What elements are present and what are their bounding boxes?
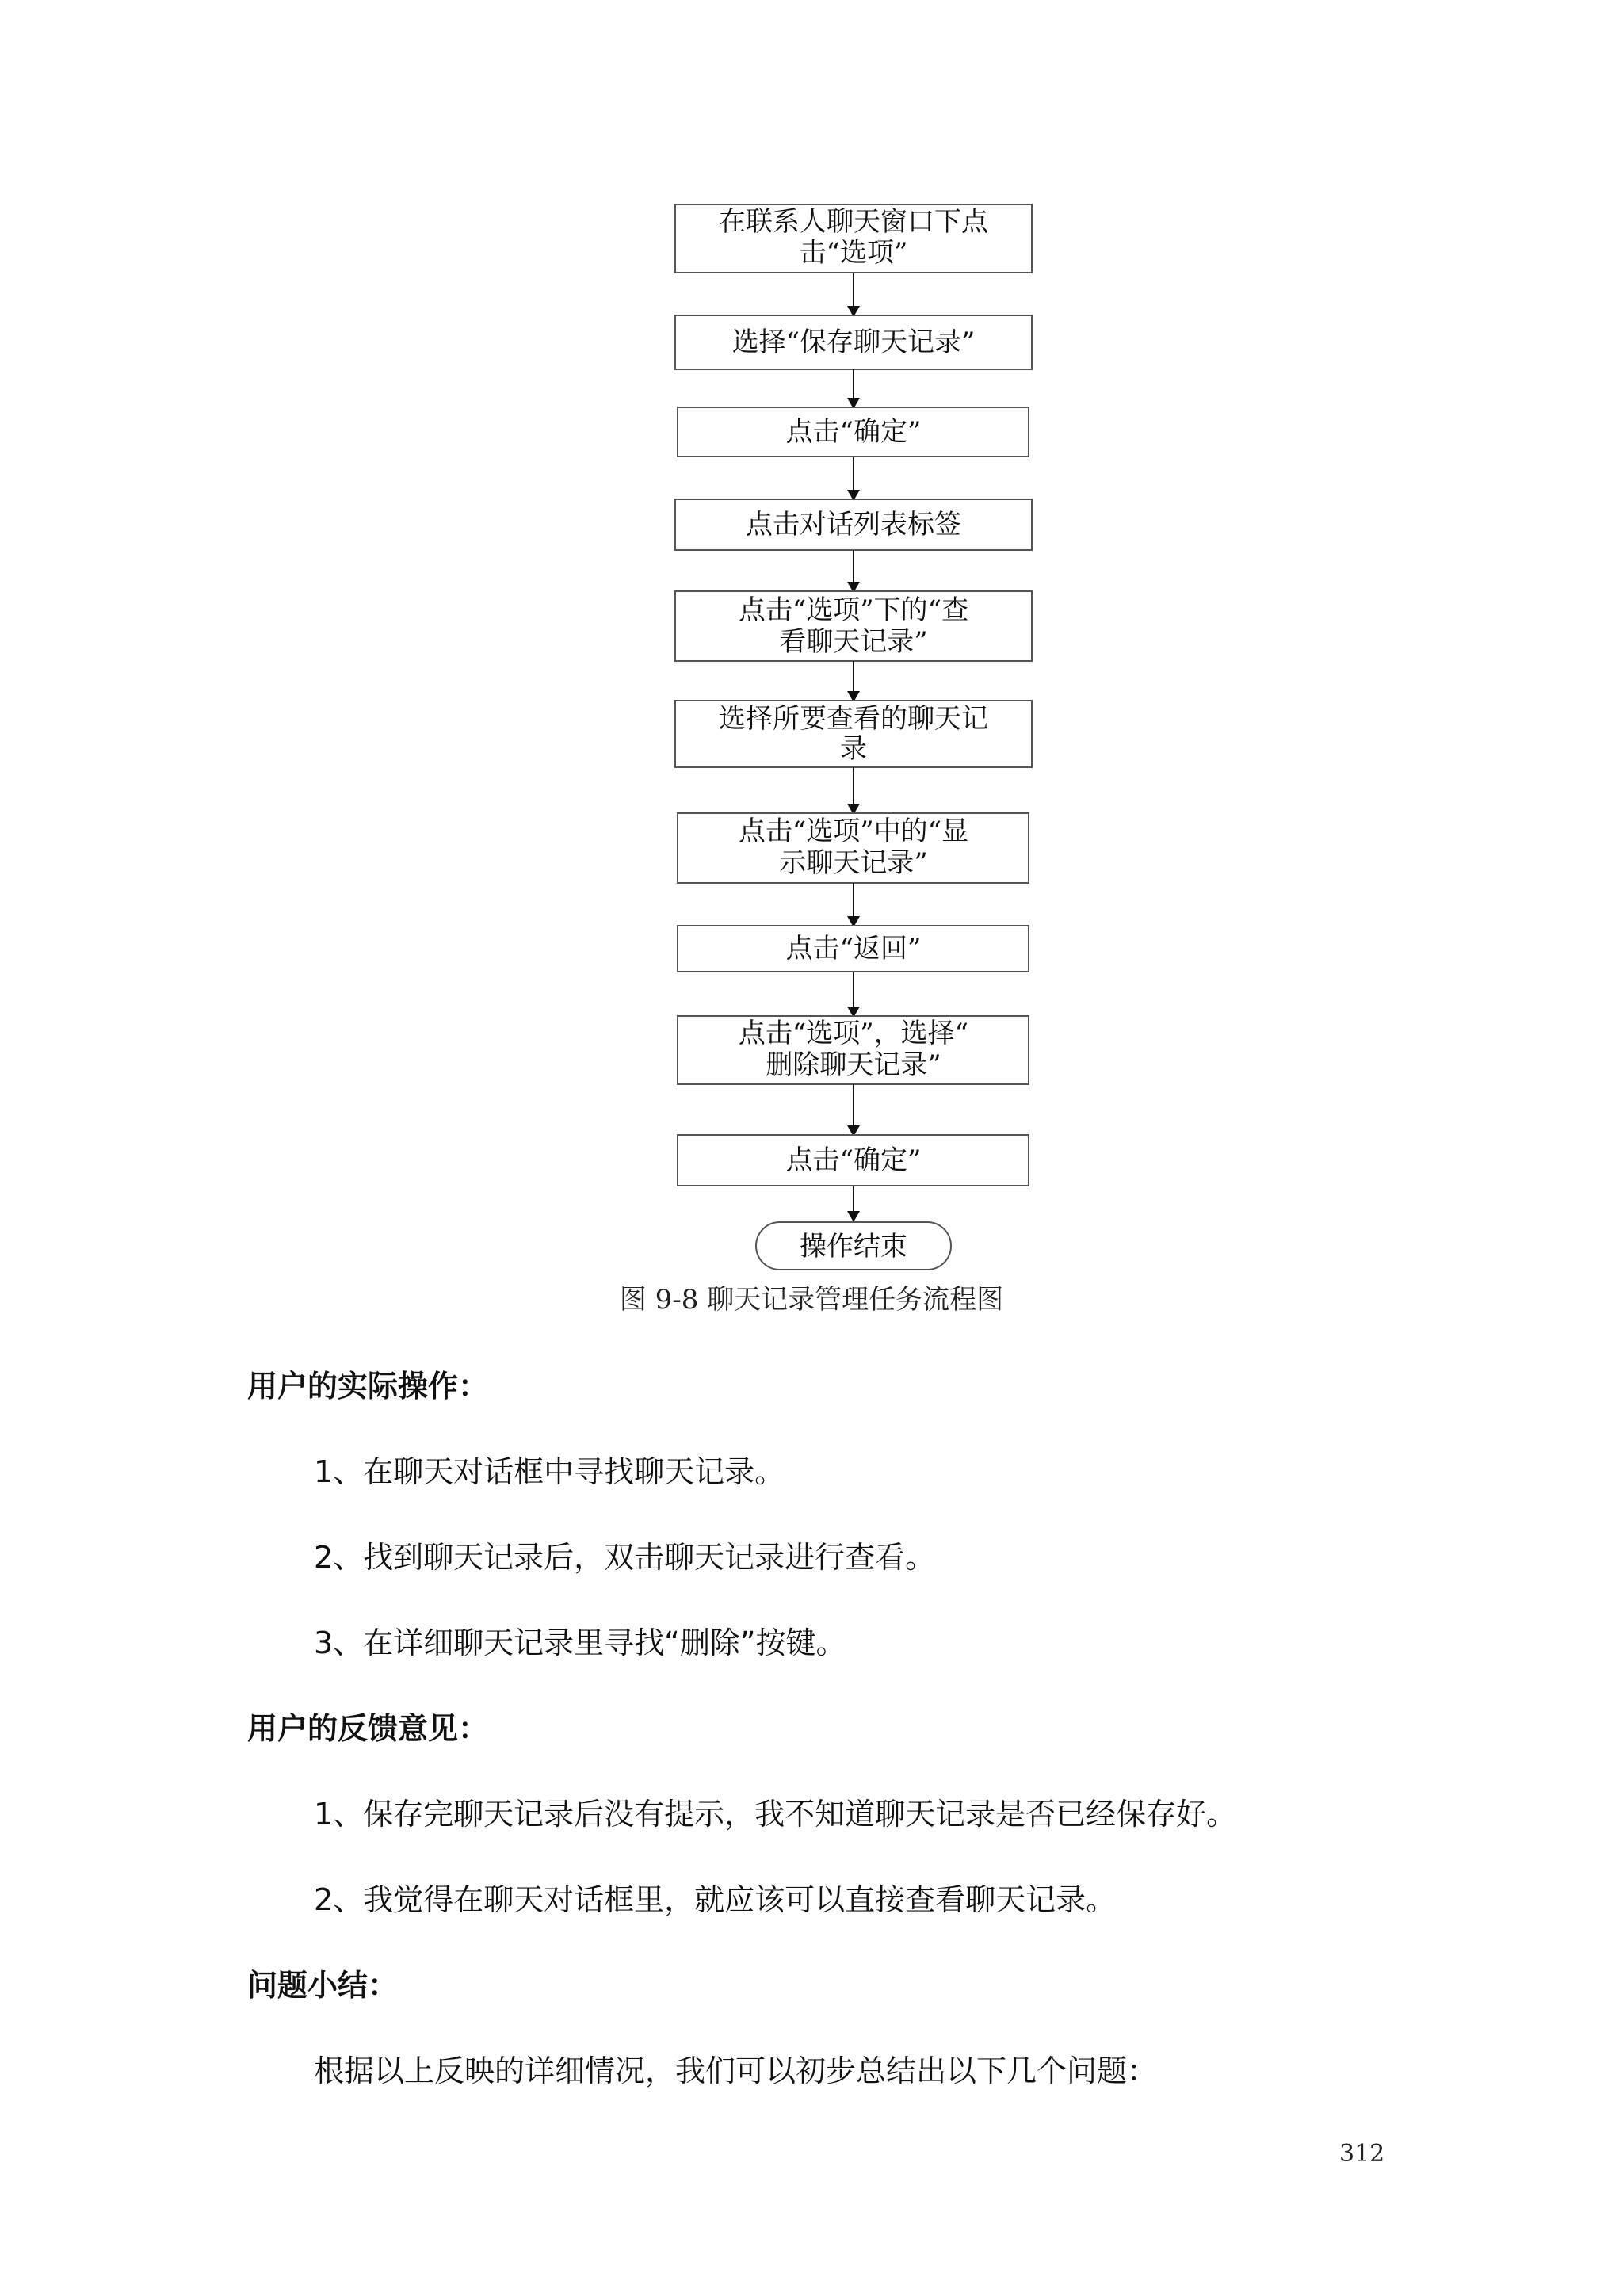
flow-step-4-line-1: 点击对话列表标签 (746, 509, 961, 541)
summary-item-1: 根据以上反映的详细情况，我们可以初步总结出以下几个问题： (314, 2053, 1158, 2088)
flow-step-2-line-1: 选择“保存聊天记录” (731, 327, 976, 358)
figure-caption: 图 9-8 聊天记录管理任务流程图 (619, 1284, 1004, 1316)
feedback-item-2: 2、我觉得在聊天对话框里，就应该可以直接查看聊天记录。 (314, 1882, 1117, 1917)
flow-step-3-line-1: 点击“确定” (785, 416, 922, 448)
actions-heading: 用户的实际操作： (247, 1369, 489, 1404)
flow-step-6-line-1: 选择所要查看的聊天记 (719, 703, 988, 735)
flow-step-1-line-2: 击“选项” (799, 237, 908, 269)
flow-step-9-line-2: 删除聊天记录” (766, 1049, 941, 1081)
flow-step-1-line-1: 在联系人聊天窗口下点 (719, 206, 988, 238)
flow-end-label: 操作结束 (800, 1231, 907, 1263)
flow-arrow-10 (847, 1211, 860, 1222)
flow-step-6-line-2: 录 (840, 733, 867, 765)
flow-step-7-line-2: 示聊天记录” (779, 847, 928, 879)
actions-item-2: 2、找到聊天记录后，双击聊天记录进行查看。 (314, 1540, 936, 1575)
flow-step-7-line-1: 点击“选项”中的“显 (738, 816, 969, 847)
actions-item-1: 1、在聊天对话框中寻找聊天记录。 (314, 1454, 785, 1489)
flow-step-5-line-1: 点击“选项”下的“查 (738, 594, 969, 626)
flow-step-5-line-2: 看聊天记录” (779, 626, 928, 658)
page-number: 312 (1339, 2140, 1385, 2168)
flow-step-8-line-1: 点击“返回” (785, 933, 922, 965)
flow-step-10-line-1: 点击“确定” (785, 1144, 922, 1176)
actions-item-3: 3、在详细聊天记录里寻找“删除”按键。 (314, 1626, 846, 1660)
feedback-heading: 用户的反馈意见： (247, 1711, 489, 1746)
feedback-item-1: 1、保存完聊天记录后没有提示，我不知道聊天记录是否已经保存好。 (314, 1797, 1237, 1832)
summary-heading: 问题小结： (247, 1968, 399, 2003)
flow-step-9-line-1: 点击“选项”，选择“ (738, 1018, 969, 1049)
